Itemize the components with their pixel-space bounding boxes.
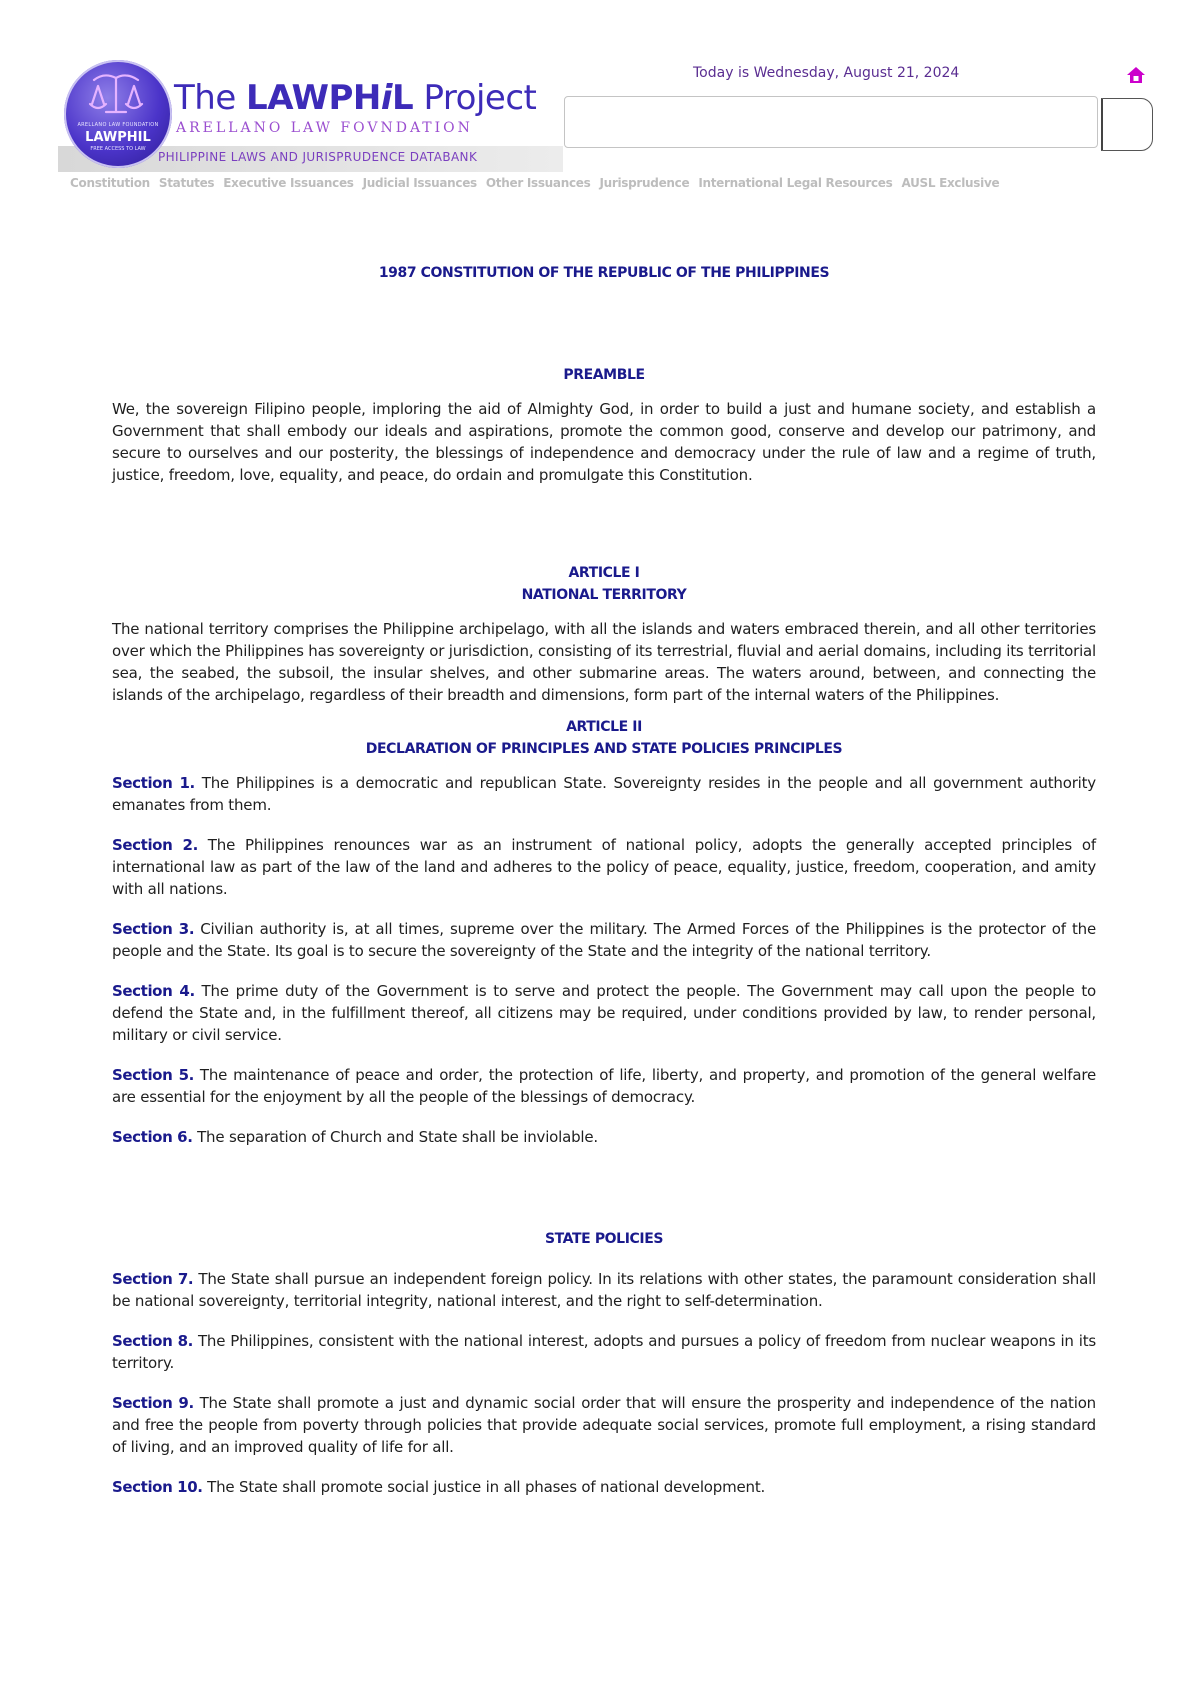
section-text: The prime duty of the Government is to serve and protect the people. The Government may call upon the people to defend the State and, in the fulfillment thereof, all citizens may be required, under conditions provided by law, to render personal, military or civil service. <box>112 982 1096 1044</box>
article-1-heading: ARTICLE I <box>568 565 640 581</box>
article-1-text: The national territory comprises the Philippine archipelago, with all the islands and waters embraced therein, and all other territories over which the Philippines has sovereignty or jurisdiction, consisting of its terrestrial, fluvial and aerial domains, including its territorial sea, the seabed, the subsoil, the insular shelves, and other submarine areas. The waters around, between, and connecting the islands of the archipelago, regardless of their breadth and dimensions, form part of the internal waters of the Philippines. <box>112 620 1096 704</box>
section-9 <box>112 1392 1096 1458</box>
state-policies-heading: STATE POLICIES <box>544 1231 664 1247</box>
section-text: Civilian authority is, at all times, supreme over the military. The Armed Forces of the Philippines is the protector of the people and the State. Its goal is to secure the sovereignty of the State and the integrity of the national territory. <box>112 920 1096 960</box>
nav-statutes[interactable]: Statutes <box>158 176 215 190</box>
section-text: The maintenance of peace and order, the protection of life, liberty, and property, and promotion of the general welfare are essential for the enjoyment by all the people of the blessings of democracy. <box>112 1066 1096 1106</box>
section-5 <box>112 1064 1096 1108</box>
section-label: Section 9. <box>112 1394 194 1412</box>
document-title: 1987 CONSTITUTION OF THE REPUBLIC OF THE PHILIPPINES <box>378 265 830 281</box>
section-1 <box>112 772 1096 816</box>
document-body <box>112 262 1096 1498</box>
site-title-prefix: The <box>174 78 247 118</box>
main-nav <box>70 176 1008 190</box>
preamble-text: We, the sovereign Filipino people, imploring the aid of Almighty God, in order to build a just and humane society, and establish a Government that shall embody our ideals and aspirations, promote the common good, conserve and develop our patrimony, and secure to ourselves and our posterity, the blessings of independence and democracy under the rule of law and a regime of truth, justice, freedom, love, equality, and peace, do ordain and promulgate this Constitution. <box>112 400 1096 484</box>
section-label: Section 8. <box>112 1332 193 1350</box>
search-input[interactable] <box>564 96 1098 148</box>
section-label: Section 5. <box>112 1066 194 1084</box>
section-7 <box>112 1268 1096 1312</box>
section-label: Section 7. <box>112 1270 194 1288</box>
section-text: The Philippines is a democratic and republican State. Sovereignty resides in the people and all government authority emanates from them. <box>112 774 1096 814</box>
nav-executive-issuances[interactable]: Executive Issuances <box>223 176 354 190</box>
section-label: Section 4. <box>112 982 195 1000</box>
seal-name: LAWPHIL <box>85 130 151 145</box>
section-8 <box>112 1330 1096 1374</box>
section-3 <box>112 918 1096 962</box>
section-label: Section 10. <box>112 1478 203 1496</box>
databank-tagline: PHILIPPINE LAWS AND JURISPRUDENCE DATABANK <box>158 150 478 164</box>
nav-ausl-exclusive[interactable]: AUSL Exclusive <box>901 176 1000 190</box>
nav-international-legal-resources[interactable]: International Legal Resources <box>698 176 893 190</box>
section-text: The State shall promote a just and dynamic social order that will ensure the prosperity and independence of the nation and free the people from poverty through policies that provide adequate social services, promote full employment, a rising standard of living, and an improved quality of life for all. <box>112 1394 1096 1456</box>
article-1-subheading: NATIONAL TERRITORY <box>521 587 687 603</box>
lawphil-seal-logo <box>64 60 172 168</box>
section-text: The separation of Church and State shall be inviolable. <box>192 1128 598 1146</box>
nav-other-issuances[interactable]: Other Issuances <box>485 176 591 190</box>
section-label: Section 6. <box>112 1128 193 1146</box>
nav-constitution[interactable]: Constitution <box>70 176 150 190</box>
section-10 <box>112 1476 1096 1498</box>
section-text: The State shall promote social justice in all phases of national development. <box>202 1478 766 1496</box>
section-label: Section 2. <box>112 836 198 854</box>
site-title-italic: i <box>380 78 393 118</box>
home-icon[interactable] <box>1125 64 1147 86</box>
foundation-name: ARELLANO LAW FOVNDATION <box>176 120 473 136</box>
article-2-heading: ARTICLE II <box>566 719 642 735</box>
section-label: Section 3. <box>112 920 195 938</box>
section-label: Section 1. <box>112 774 195 792</box>
nav-jurisprudence[interactable]: Jurisprudence <box>599 176 690 190</box>
site-title-suffix: Project <box>413 78 537 118</box>
seal-subtitle: ARELLANO LAW FOUNDATION <box>77 122 159 128</box>
site-title <box>174 78 536 118</box>
preamble-heading: PREAMBLE <box>563 367 645 383</box>
search-button[interactable] <box>1101 98 1153 151</box>
site-logo-banner[interactable] <box>58 60 563 172</box>
section-text: The State shall pursue an independent foreign policy. In its relations with other states, the paramount consideration shall be national sovereignty, territorial integrity, national interest, and the right to self-determination. <box>112 1270 1097 1310</box>
today-date: Today is Wednesday, August 21, 2024 <box>693 65 960 81</box>
section-2 <box>112 834 1096 900</box>
section-4 <box>112 980 1096 1046</box>
article-2-subheading: DECLARATION OF PRINCIPLES AND STATE POLICIES PRINCIPLES <box>365 741 843 757</box>
section-6 <box>112 1126 1096 1148</box>
section-text: The Philippines, consistent with the national interest, adopts and pursues a policy of freedom from nuclear weapons in its territory. <box>112 1332 1096 1372</box>
section-text: The Philippines renounces war as an instrument of national policy, adopts the generally accepted principles of international law as part of the law of the land and adheres to the policy of peace, equality, justice, freedom, cooperation, and amity with all nations. <box>112 836 1096 898</box>
nav-judicial-issuances[interactable]: Judicial Issuances <box>362 176 477 190</box>
site-title-bold-2: L <box>392 78 414 118</box>
site-header <box>0 0 1200 210</box>
seal-tagline: FREE ACCESS TO LAW <box>90 146 146 152</box>
site-title-bold: LAWPH <box>246 78 381 118</box>
